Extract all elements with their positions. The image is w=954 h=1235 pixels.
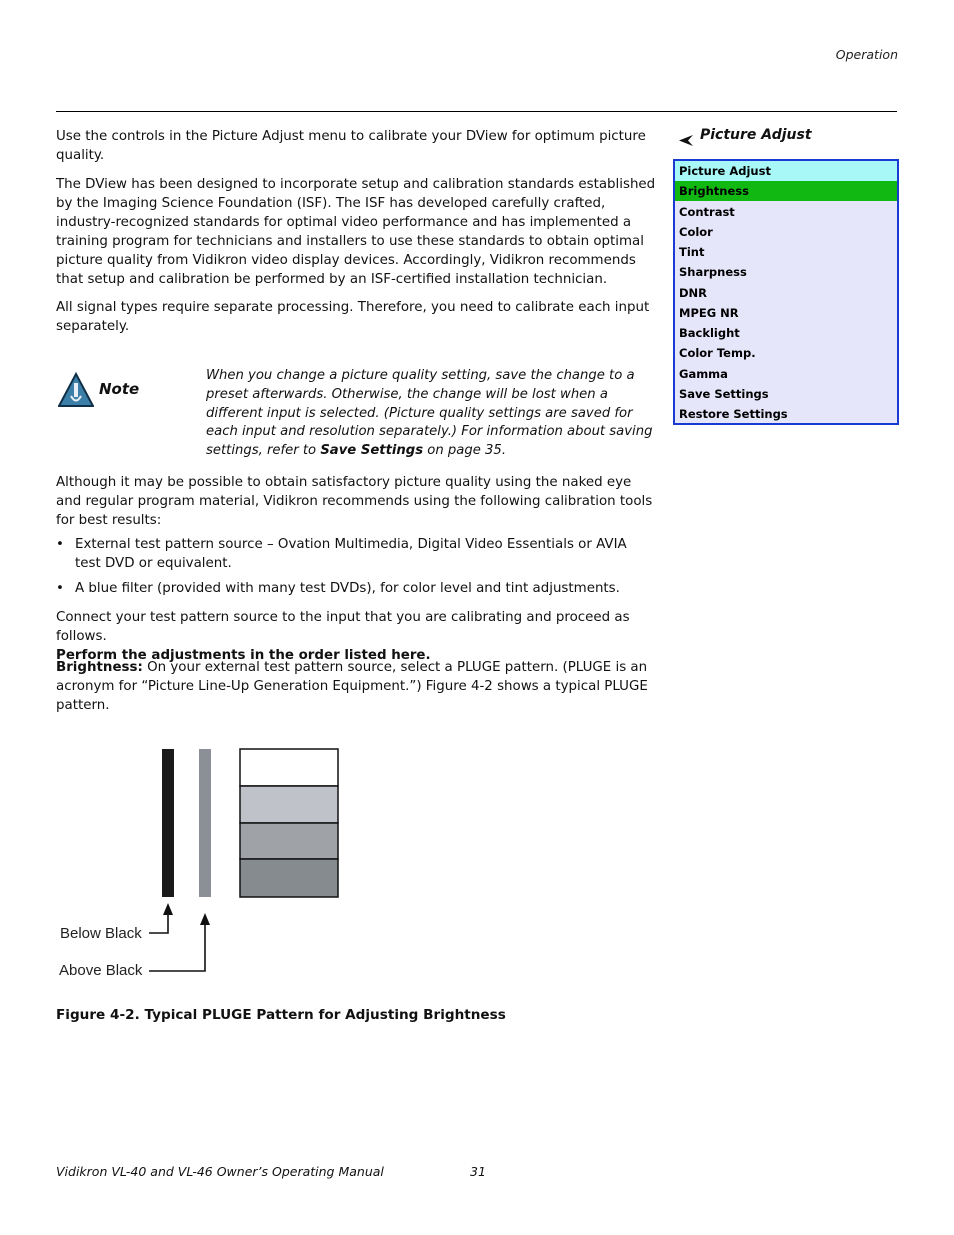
menu-item-save-settings[interactable]: Save Settings [679,387,769,401]
footer-manual-title: Vidikron VL-40 and VL-46 Owner’s Operating Manual [56,1164,384,1179]
note-link-save-settings: Save Settings [320,443,424,459]
tools-list [56,535,656,604]
below-black-bar [162,749,174,897]
note-tail: on page 35. [423,443,507,459]
menu-item-color-temp[interactable]: Color Temp. [679,346,756,360]
pluge-diagram [56,745,356,985]
menu-item-contrast[interactable]: Contrast [679,205,735,219]
menu-item-color[interactable]: Color [679,225,713,239]
menu-title: Picture Adjust [675,161,897,181]
below-black-label: Below Black [60,925,142,942]
note-body: When you change a picture quality setting, save the change to a preset afterwards. Otherwise, the change will be lost when a different input is selected. (Picture quality settings are saved for each input and resolution separately.) For information about saving settings, refer to [206,368,653,459]
bullet-dot: • [56,537,64,552]
running-header: Operation [835,47,898,62]
menu-item-dnr[interactable]: DNR [679,286,708,300]
brightness-text: On your external test pattern source, select a PLUGE pattern. (PLUGE is an acronym for “Picture Line-Up Generation Equipment.”) Figure 4-2 shows a typical PLUGE pattern. [56,660,648,713]
paragraph-3: All signal types require separate processing. Therefore, you need to calibrate each input separately. [56,300,650,334]
connect-paragraph [56,608,656,665]
list-item [56,535,656,573]
isf-paragraph [56,175,656,289]
intro-paragraph [56,127,656,165]
list-item-text: External test pattern source – Ovation Multimedia, Digital Video Essentials or AVIA test DVD or equivalent. [75,537,627,571]
paragraph-5: Connect your test pattern source to the input that you are calibrating and proceed as follows. [56,610,630,644]
menu-item-restore-settings[interactable]: Restore Settings [679,407,788,421]
menu-item-gamma[interactable]: Gamma [679,367,728,381]
paragraph-1: Use the controls in the Picture Adjust menu to calibrate your DView for optimum picture quality. [56,129,646,163]
above-black-label: Above Black [59,962,143,979]
note-label: Note [99,380,140,398]
bullet-dot: • [56,581,64,596]
note-icon [58,372,94,412]
signal-paragraph [56,298,656,336]
menu-item-brightness[interactable]: Brightness [675,181,897,201]
page-number: 31 [470,1164,486,1179]
picture-adjust-menu [673,159,899,425]
paragraph-5-bold: Perform the adjustments in the order listed here. [56,648,431,663]
list-item [56,579,656,598]
figure-caption: Figure 4-2. Typical PLUGE Pattern for Adjusting Brightness [56,1007,506,1023]
menu-item-sharpness[interactable]: Sharpness [679,265,747,279]
above-black-bar [199,749,211,897]
below-black-arrow [149,913,168,933]
brightness-paragraph [56,658,656,715]
sidebar-arrow-icon [679,131,693,150]
list-item-text: A blue filter (provided with many test DVDs), for color level and tint adjustments. [75,581,620,596]
step-light-gray [240,786,338,823]
step-mid-gray [240,823,338,859]
above-black-arrowhead [200,913,210,925]
brightness-label: Brightness: [56,660,143,675]
note-text [206,367,656,461]
paragraph-4: Although it may be possible to obtain satisfactory picture quality using the naked eye and regular program material, Vidikron recommends using the following calibration tools for best results: [56,475,653,528]
menu-item-mpeg-nr[interactable]: MPEG NR [679,306,739,320]
step-dark-gray [240,859,338,897]
pluge-figure [56,745,356,985]
header-rule [56,111,897,112]
sidebar-heading: Picture Adjust [700,127,812,143]
below-black-arrowhead [163,903,173,915]
above-black-arrow [149,923,205,971]
paragraph-2: The DView has been designed to incorporate setup and calibration standards established by the Imaging Science Foundation (ISF). The ISF has developed carefully crafted, industry-recognized standards for optimal video performance and has implemented a training program for technicians and installers to use these standards to obtain optimal picture quality from Vidikron video display devices. Accordingly, Vidikron recommends that setup and calibration be performed by an ISF-certified installation technician. [56,177,656,287]
step-white [240,749,338,786]
menu-item-tint[interactable]: Tint [679,245,705,259]
menu-item-backlight[interactable]: Backlight [679,326,740,340]
tools-paragraph [56,473,656,530]
